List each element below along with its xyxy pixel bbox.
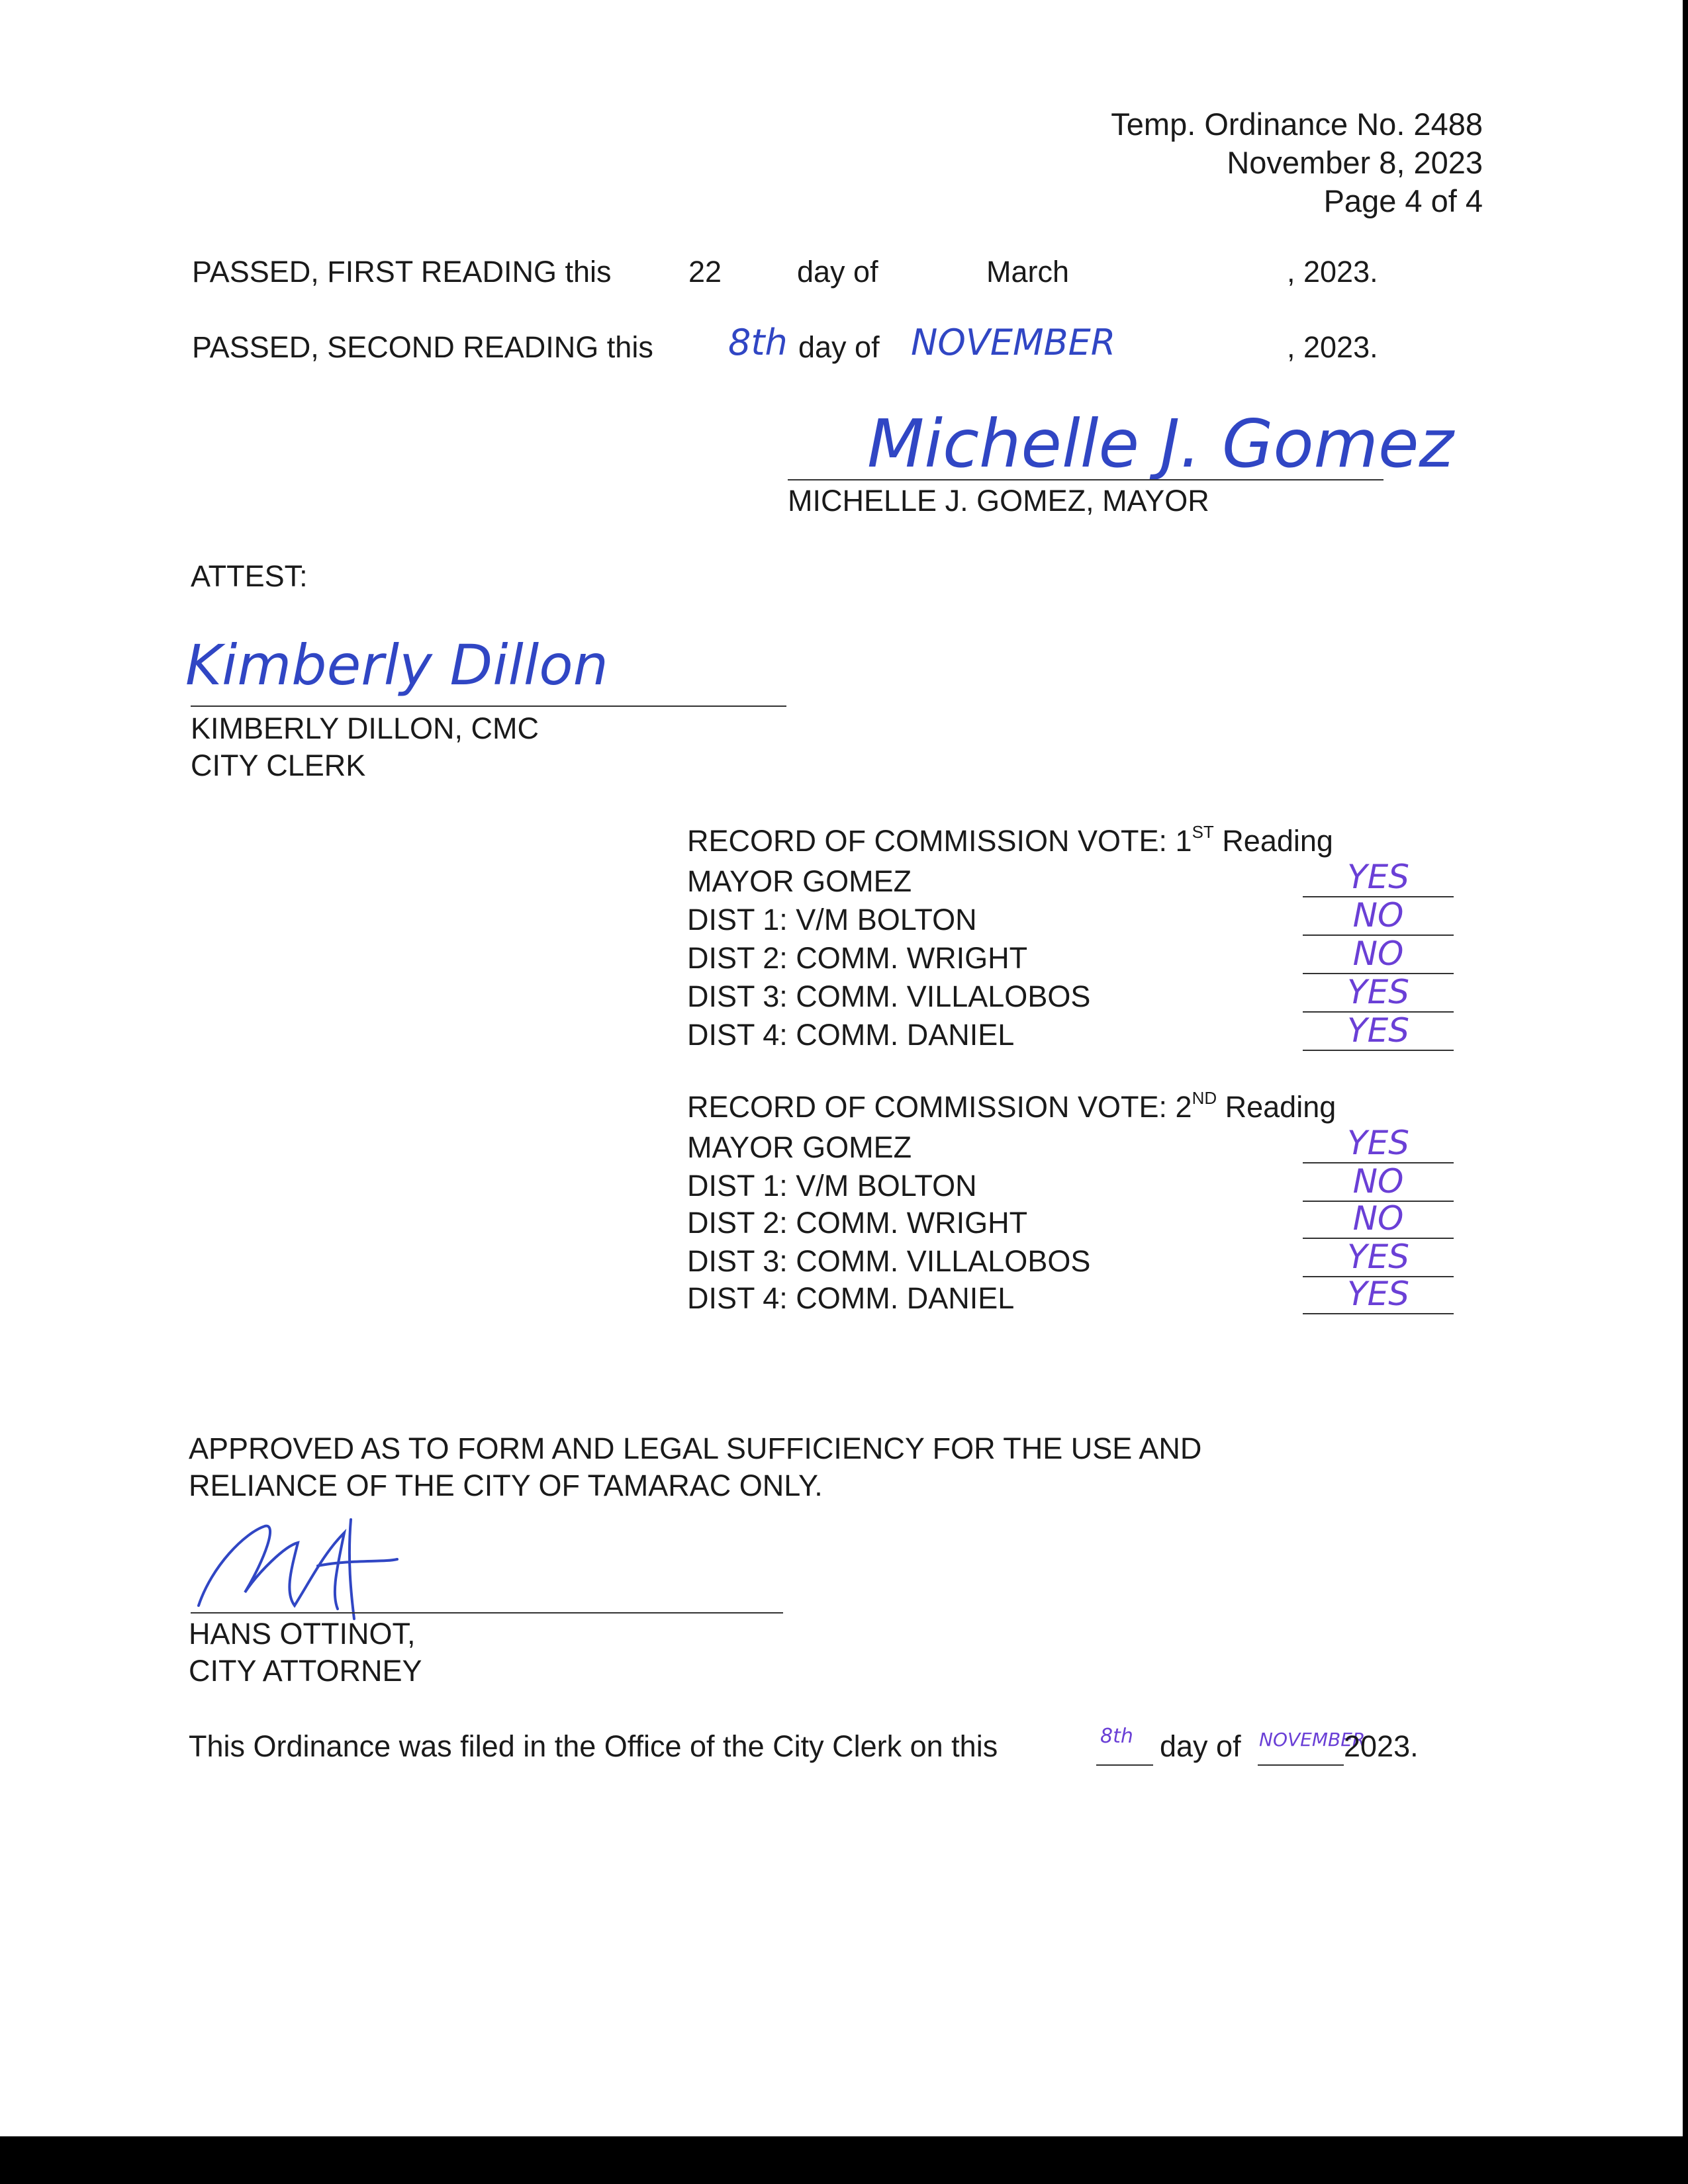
clerk-title: CITY CLERK xyxy=(191,749,366,782)
vote-value: YES xyxy=(1347,1124,1409,1162)
mayor-signature: Michelle J. Gomez xyxy=(867,405,1454,482)
approval-line-2: RELIANCE OF THE CITY OF TAMARAC ONLY. xyxy=(189,1469,823,1502)
vote-row: DIST 1: V/M BOLTON NO xyxy=(687,1166,1454,1205)
mayor-signature-line xyxy=(788,479,1383,480)
vote-row: DIST 4: COMM. DANIEL YES xyxy=(687,1015,1454,1054)
attorney-signature-line xyxy=(191,1612,783,1614)
vote-row: MAYOR GOMEZ YES xyxy=(687,1128,1454,1166)
vote-row: DIST 4: COMM. DANIEL YES xyxy=(687,1279,1454,1317)
attest-label: ATTEST: xyxy=(191,559,308,593)
first-reading-month: March xyxy=(986,255,1070,289)
vote-row: DIST 2: COMM. WRIGHT NO xyxy=(687,938,1454,977)
clerk-name: KIMBERLY DILLON, CMC xyxy=(191,711,539,745)
vote-value: YES xyxy=(1347,1011,1409,1050)
filed-month: NOVEMBER xyxy=(1259,1729,1366,1751)
approval-line-1: APPROVED AS TO FORM AND LEGAL SUFFICIENCY FOR THE USE AND xyxy=(189,1432,1202,1465)
clerk-signature: Kimberly Dillon xyxy=(185,633,608,698)
vote-value: YES xyxy=(1347,858,1409,896)
first-reading-dayof: day of xyxy=(797,255,878,289)
filed-prefix: This Ordinance was filed in the Office of the City Clerk on this xyxy=(189,1729,998,1763)
scan-edge-right xyxy=(1683,0,1688,2184)
filed-month-line xyxy=(1258,1764,1344,1766)
vote-heading-second: RECORD OF COMMISSION VOTE: 2ND Reading xyxy=(687,1088,1336,1124)
second-reading-day: 8th xyxy=(728,322,788,363)
vote-row: DIST 3: COMM. VILLALOBOS YES xyxy=(687,1242,1454,1280)
vote-line xyxy=(1303,1050,1454,1051)
mayor-name: MICHELLE J. GOMEZ, MAYOR xyxy=(788,484,1209,518)
vote-value: NO xyxy=(1352,1199,1404,1238)
second-reading-dayof: day of xyxy=(798,330,880,364)
vote-row: MAYOR GOMEZ YES xyxy=(687,862,1454,900)
attorney-name: HANS OTTINOT, xyxy=(189,1617,416,1651)
second-reading-year: , 2023. xyxy=(1287,330,1378,364)
attorney-title: CITY ATTORNEY xyxy=(189,1654,422,1688)
vote-row: DIST 3: COMM. VILLALOBOS YES xyxy=(687,977,1454,1015)
attorney-signature xyxy=(185,1506,424,1625)
header-date: November 8, 2023 xyxy=(1227,145,1483,180)
vote-value: NO xyxy=(1352,1162,1404,1201)
vote-value: YES xyxy=(1347,1275,1409,1313)
filed-year: 2023. xyxy=(1344,1729,1419,1763)
ordinance-number: Temp. Ordinance No. 2488 xyxy=(1111,107,1483,142)
vote-value: NO xyxy=(1352,934,1404,973)
filed-dayof: day of xyxy=(1160,1729,1241,1763)
vote-value: YES xyxy=(1347,973,1409,1011)
second-reading-month: NOVEMBER xyxy=(911,322,1116,363)
second-reading-prefix: PASSED, SECOND READING this xyxy=(192,330,653,364)
first-reading-day: 22 xyxy=(688,255,722,289)
scan-edge-bottom xyxy=(0,2136,1688,2184)
page-number: Page 4 of 4 xyxy=(1323,183,1483,218)
filed-day-line xyxy=(1096,1764,1153,1766)
first-reading-prefix: PASSED, FIRST READING this xyxy=(192,255,612,289)
first-reading-year: , 2023. xyxy=(1287,255,1378,289)
vote-value: YES xyxy=(1347,1238,1409,1276)
vote-line xyxy=(1303,1313,1454,1314)
vote-row: DIST 1: V/M BOLTON NO xyxy=(687,900,1454,938)
vote-value: NO xyxy=(1352,896,1404,934)
filed-day: 8th xyxy=(1100,1725,1133,1748)
vote-heading-first: RECORD OF COMMISSION VOTE: 1ST Reading xyxy=(687,822,1333,858)
clerk-signature-line xyxy=(191,705,786,707)
vote-row: DIST 2: COMM. WRIGHT NO xyxy=(687,1203,1454,1242)
